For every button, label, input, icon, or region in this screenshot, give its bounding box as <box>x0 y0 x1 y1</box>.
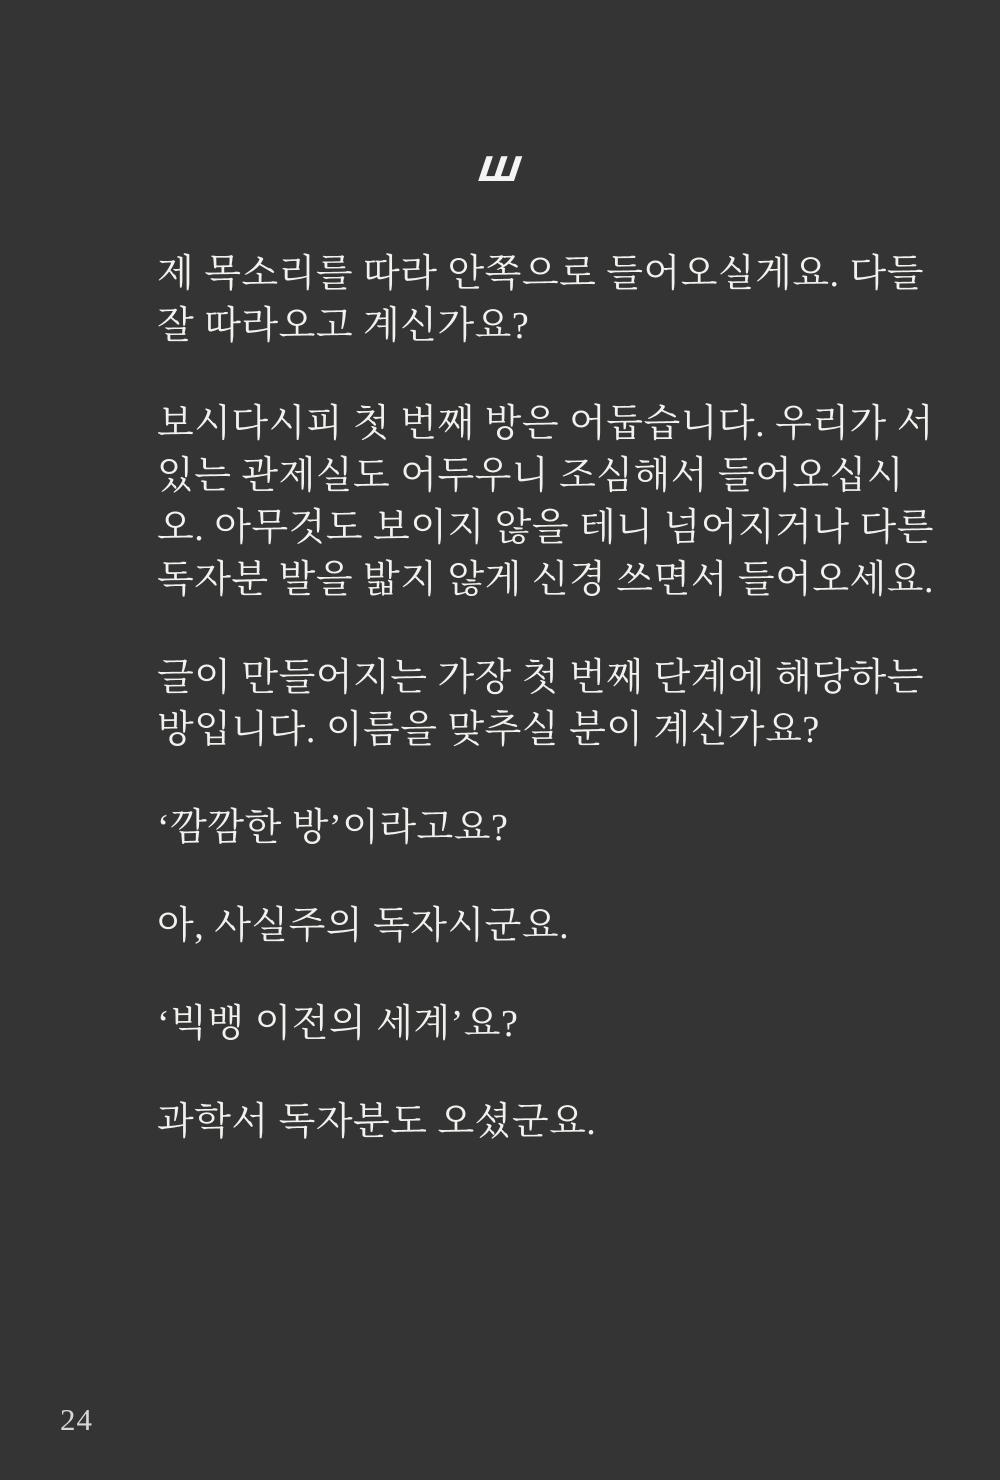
body-text <box>157 248 934 1148</box>
paragraph <box>157 398 934 606</box>
paragraph <box>157 1096 857 1148</box>
publisher-w-logo-icon: Ш <box>476 150 524 190</box>
text-line: 아, 사실주의 독자시군요. <box>157 905 570 947</box>
text-line: 잘 따라오고 계신가요? <box>157 305 530 347</box>
paragraph <box>157 998 857 1050</box>
text-line: 과학서 독자분도 오셨군요. <box>157 1101 597 1143</box>
text-line: 있는 관제실도 어두우니 조심해서 들어오십시 <box>157 455 904 497</box>
text-line: ‘깜깜한 방’이라고요? <box>157 807 509 849</box>
paragraph <box>157 900 857 952</box>
paragraph <box>157 652 924 756</box>
text-line: 오. 아무것도 보이지 않을 테니 넘어지거나 다른 <box>157 507 934 549</box>
paragraph <box>157 248 924 352</box>
text-line: 글이 만들어지는 가장 첫 번째 단계에 해당하는 <box>157 657 924 699</box>
publisher-logo-row <box>0 0 1000 192</box>
page-number: 24 <box>60 1402 93 1437</box>
text-line: 제 목소리를 따라 안쪽으로 들어오실게요. 다들 <box>157 253 924 295</box>
text-line: 방입니다. 이름을 맞추실 분이 계신가요? <box>157 709 820 751</box>
text-line: ‘빅뱅 이전의 세계’요? <box>157 1003 519 1045</box>
paragraph <box>157 802 857 854</box>
text-line: 독자분 발을 밟지 않게 신경 쓰면서 들어오세요. <box>157 559 934 601</box>
text-line: 보시다시피 첫 번째 방은 어둡습니다. 우리가 서 <box>157 403 934 445</box>
